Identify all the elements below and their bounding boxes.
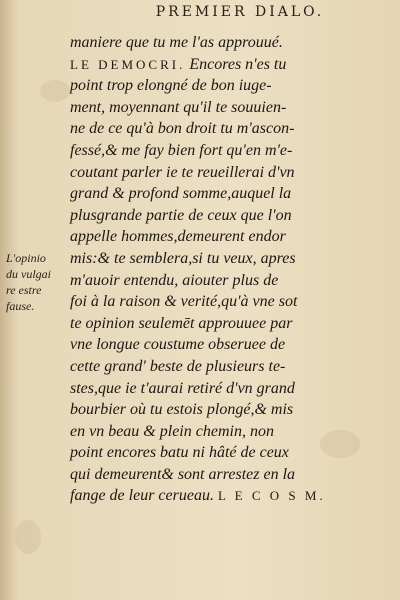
line-text: cette grand' beste de plusieurs te- [70, 357, 286, 375]
line-text: en vn beau & plein chemin, non [70, 422, 274, 440]
line-text: Encores n'es tu [185, 55, 287, 73]
line-text: qui demeurent& sont arrestez en la [70, 465, 296, 483]
marginal-note-line: fause. [6, 299, 35, 313]
text-line [70, 378, 370, 400]
text-line [70, 118, 370, 140]
text-line [70, 226, 370, 248]
text-line [70, 248, 370, 270]
text-line [70, 97, 370, 119]
text-line [70, 183, 370, 205]
line-text: m'auoir entendu, aiouter plus de [70, 271, 279, 289]
text-line [70, 421, 370, 443]
running-header: PREMIER DIALO. [155, 4, 325, 20]
marginal-note [6, 250, 70, 314]
line-text: mis:& te semblera,si tu veux, apres [70, 249, 296, 267]
text-line [70, 464, 370, 486]
line-text: vne longue coustume obseruee de [70, 336, 286, 354]
text-line [70, 32, 370, 54]
line-text: ment, moyennant qu'il te souuien- [70, 98, 287, 116]
text-line [70, 205, 370, 227]
line-text: point encores batu ni hâté de ceux [70, 444, 289, 462]
text-line [70, 334, 370, 356]
line-text: grand & profond somme,auquel la [70, 185, 292, 203]
line-text: fange de leur cerueau. [70, 487, 214, 505]
marginal-note-line: re estre [6, 283, 42, 297]
line-text: fessé,& me fay bien fort qu'en m'e- [70, 141, 293, 159]
text-line [70, 75, 370, 97]
marginal-note-line: du vulgai [6, 267, 51, 281]
text-line [70, 485, 370, 507]
marginal-note-line: L'opinio [6, 251, 46, 265]
speaker-name: L E C O S M. [217, 488, 326, 504]
body-text [70, 32, 370, 507]
text-line [70, 54, 370, 76]
paper-stain [40, 80, 70, 102]
line-text: plusgrande partie de ceux que l'on [70, 206, 292, 224]
text-line [70, 313, 370, 335]
line-text: foi à la raison & verité,qu'à vne sot [70, 293, 298, 311]
line-text: appelle hommes,demeurent endor [70, 228, 286, 246]
paper-stain [15, 520, 41, 554]
line-text: ne de ce qu'à bon droit tu m'ascon- [70, 120, 295, 138]
text-line [70, 442, 370, 464]
text-line [70, 162, 370, 184]
text-line [70, 291, 370, 313]
line-text: coutant parler ie te reueillerai d'vn [70, 163, 295, 181]
text-line [70, 356, 370, 378]
text-line [70, 140, 370, 162]
line-text: point trop elongné de bon iuge- [70, 77, 272, 95]
line-text: te opinion seulemēt approuuee par [70, 314, 293, 332]
text-line [70, 270, 370, 292]
text-line [70, 399, 370, 421]
line-text: stes,que ie t'aurai retiré d'vn grand [70, 379, 295, 397]
line-text: bourbier où tu estois plongé,& mis [70, 401, 294, 419]
line-text: maniere que tu me l'as approuué. [70, 34, 283, 51]
speaker-name: LE DEMOCRI. [70, 56, 186, 72]
